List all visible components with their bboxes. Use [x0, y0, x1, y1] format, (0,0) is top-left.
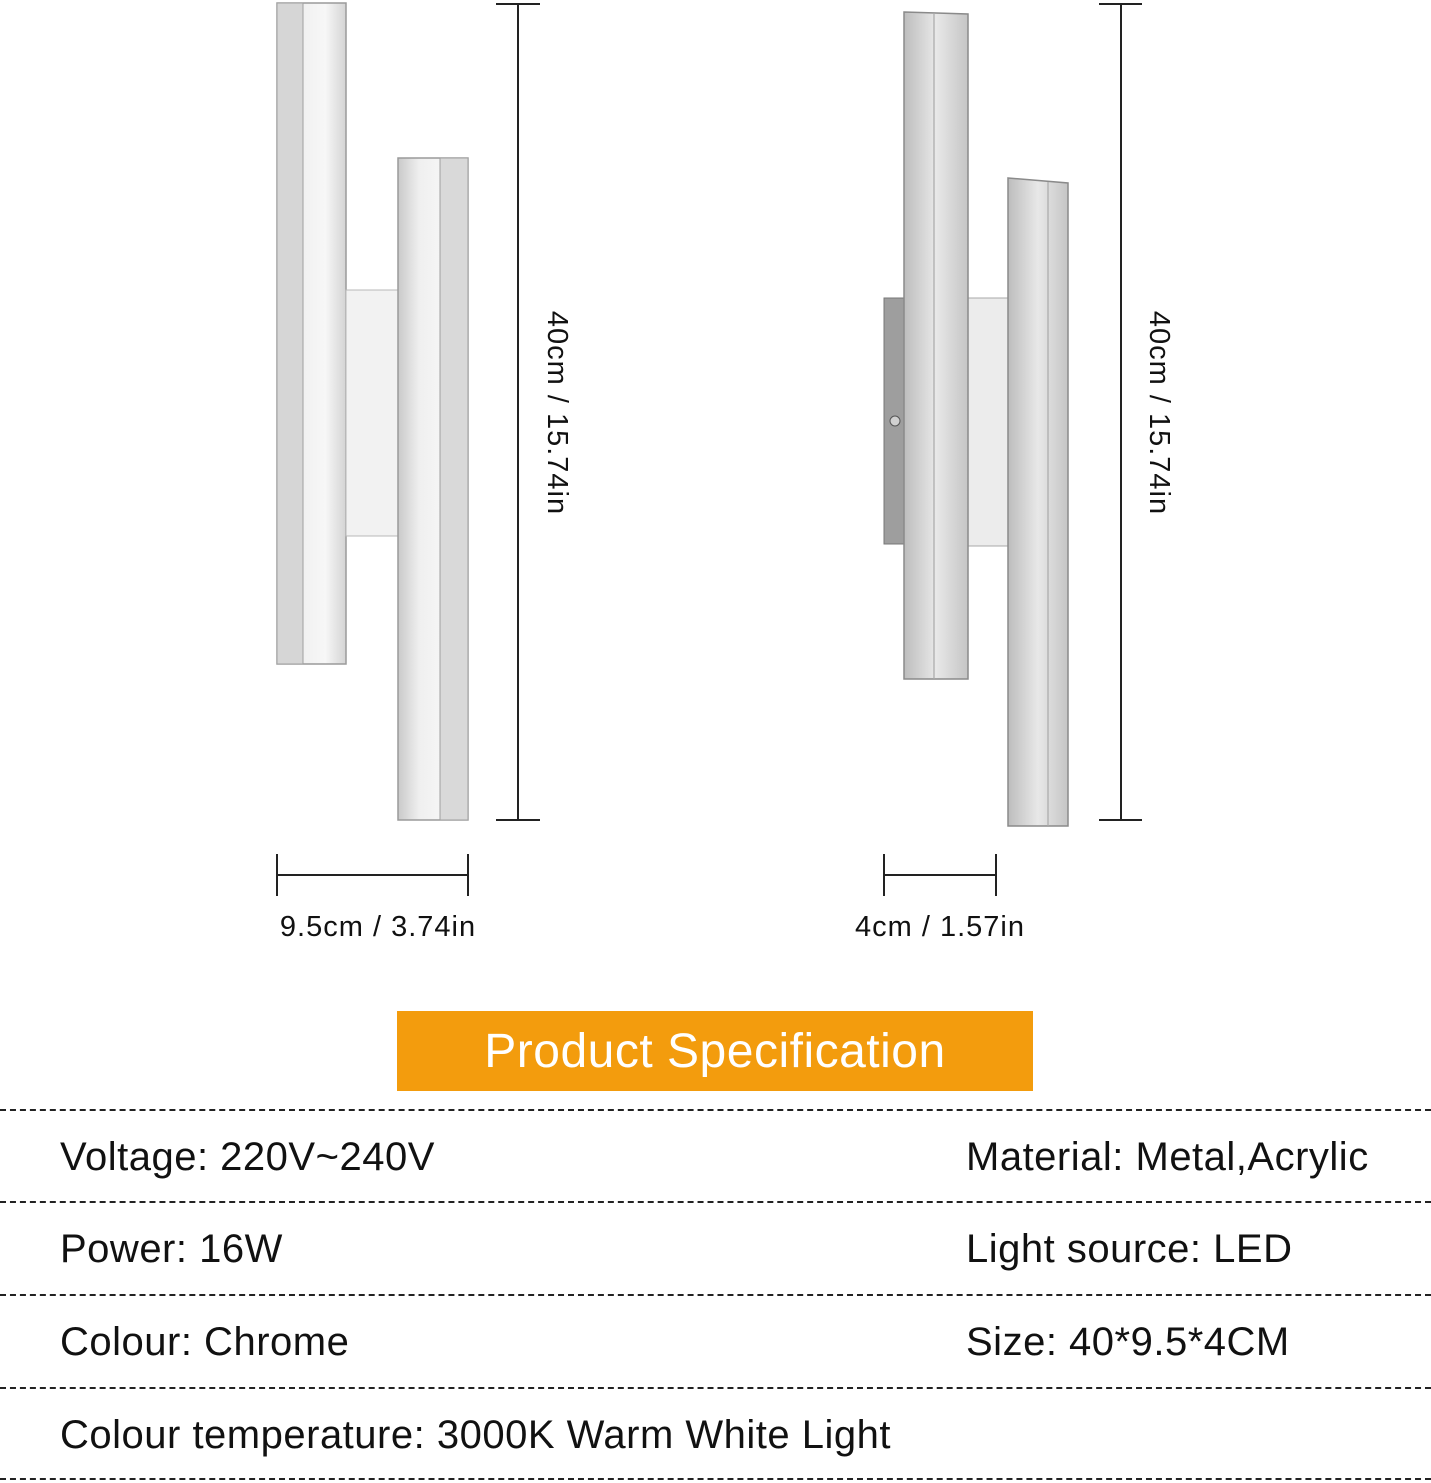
spec-voltage: Voltage: 220V~240V [60, 1135, 435, 1179]
lamp-mount-plate [346, 290, 398, 536]
screw-icon [890, 416, 900, 426]
spec-material: Material: Metal,Acrylic [966, 1135, 1369, 1179]
side-height-dimension [1099, 4, 1175, 820]
front-height-label: 40cm / 15.74in [541, 310, 573, 516]
front-height-dimension [496, 4, 573, 820]
side-depth-dimension [855, 854, 1025, 943]
side-left-bar [904, 12, 968, 679]
spec-light-source: Light source: LED [966, 1227, 1293, 1271]
divider [0, 1478, 1431, 1480]
spec-colour: Colour: Chrome [60, 1320, 350, 1364]
front-width-label: 9.5cm / 3.74in [279, 911, 477, 943]
spec-power: Power: 16W [60, 1227, 283, 1271]
side-right-bar [1008, 178, 1068, 826]
side-depth-label: 4cm / 1.57in [855, 911, 1025, 943]
divider [0, 1201, 1431, 1203]
lamp-front-view [277, 3, 468, 820]
front-width-dimension [277, 854, 476, 943]
side-height-label: 40cm / 15.74in [1143, 310, 1175, 516]
lamp-side-view [884, 12, 1068, 826]
divider [0, 1109, 1431, 1111]
spec-size: Size: 40*9.5*4CM [966, 1320, 1290, 1364]
product-specification-banner: Product Specification [397, 1011, 1033, 1091]
divider [0, 1294, 1431, 1296]
spec-colour-temperature: Colour temperature: 3000K Warm White Light [60, 1413, 891, 1457]
divider [0, 1387, 1431, 1389]
